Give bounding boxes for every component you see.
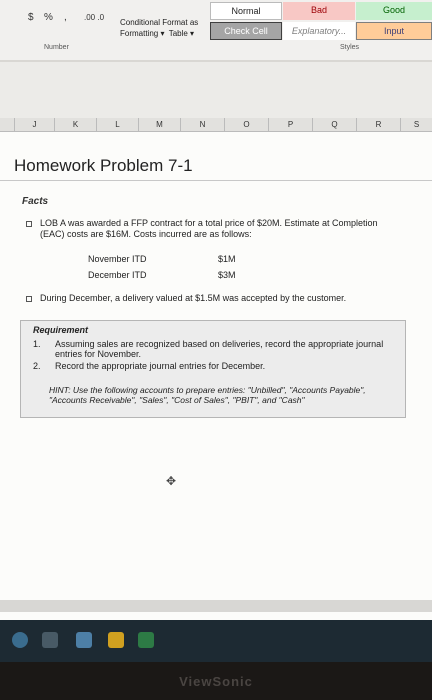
facts-heading: Facts — [22, 196, 49, 207]
currency-format-button[interactable]: $ — [28, 12, 34, 23]
browser-icon[interactable] — [76, 632, 92, 648]
requirement-box — [20, 320, 406, 418]
requirement-text: Assuming sales are recognized based on deliveries, record the appropriate journal entries for November. — [55, 339, 384, 359]
column-header-o[interactable]: O — [224, 118, 268, 132]
style-bad[interactable]: Bad — [283, 2, 355, 20]
horizontal-scrollbar[interactable] — [0, 600, 432, 612]
move-cursor-icon: ✥ — [166, 474, 177, 488]
column-header-p[interactable]: P — [268, 118, 312, 132]
column-header-r[interactable]: R — [356, 118, 400, 132]
file-explorer-icon[interactable] — [108, 632, 124, 648]
column-header-q[interactable]: Q — [312, 118, 356, 132]
excel-icon[interactable] — [138, 632, 154, 648]
column-header-k[interactable]: K — [54, 118, 96, 132]
column-headers — [0, 118, 432, 132]
style-check-cell[interactable]: Check Cell — [210, 22, 282, 40]
requirement-heading: Requirement — [33, 325, 89, 335]
style-input[interactable]: Input — [356, 22, 432, 40]
title-divider — [0, 180, 432, 181]
itd-label: December ITD — [88, 270, 147, 280]
fact-text: During December, a delivery valued at $1.5M was accepted by the customer. — [40, 293, 347, 303]
ribbon — [0, 0, 432, 62]
itd-value: $1M — [218, 254, 236, 264]
bullet-square-icon — [26, 296, 32, 302]
page-title: Homework Problem 7-1 — [14, 156, 193, 175]
bullet-square-icon — [26, 221, 32, 227]
conditional-formatting-button[interactable]: Conditional Format as Formatting ▾ Table ▾ — [120, 18, 199, 38]
fact-text: LOB A was awarded a FFP contract for a total price of $20M. Estimate at Completion (EAC) costs are $16M. Costs incurred are as follows: — [40, 218, 378, 239]
style-normal[interactable]: Normal — [210, 2, 282, 20]
start-icon[interactable] — [12, 632, 28, 648]
style-good[interactable]: Good — [356, 2, 432, 20]
styles-group-label: Styles — [340, 44, 360, 51]
column-header-s[interactable]: S — [400, 118, 432, 132]
formula-area — [0, 62, 432, 118]
column-header-m[interactable]: M — [138, 118, 180, 132]
comma-format-button[interactable]: , — [64, 12, 67, 23]
decimal-buttons[interactable]: .00 .0 — [84, 13, 105, 22]
task-view-icon[interactable] — [42, 632, 58, 648]
requirement-number: 2. — [33, 361, 41, 371]
column-header-n[interactable]: N — [180, 118, 224, 132]
hint-text: HINT: Use the following accounts to prepare entries: "Unbilled", "Accounts Payable", "Accounts Receivable", "Sales", "Cost of Sales", "PBIT", and "Cash" — [49, 385, 366, 405]
taskbar — [0, 620, 432, 662]
worksheet[interactable] — [0, 132, 432, 620]
requirement-text: Record the appropriate journal entries for December. — [55, 361, 266, 371]
style-explanatory[interactable]: Explanatory... — [283, 22, 355, 40]
column-header-j[interactable]: J — [14, 118, 54, 132]
column-header-l[interactable]: L — [96, 118, 138, 132]
itd-value: $3M — [218, 270, 236, 280]
monitor-brand-logo: ViewSonic — [179, 674, 253, 689]
number-group-label: Number — [44, 44, 69, 51]
percent-format-button[interactable]: % — [44, 12, 53, 23]
requirement-number: 1. — [33, 339, 41, 349]
itd-label: November ITD — [88, 254, 147, 264]
